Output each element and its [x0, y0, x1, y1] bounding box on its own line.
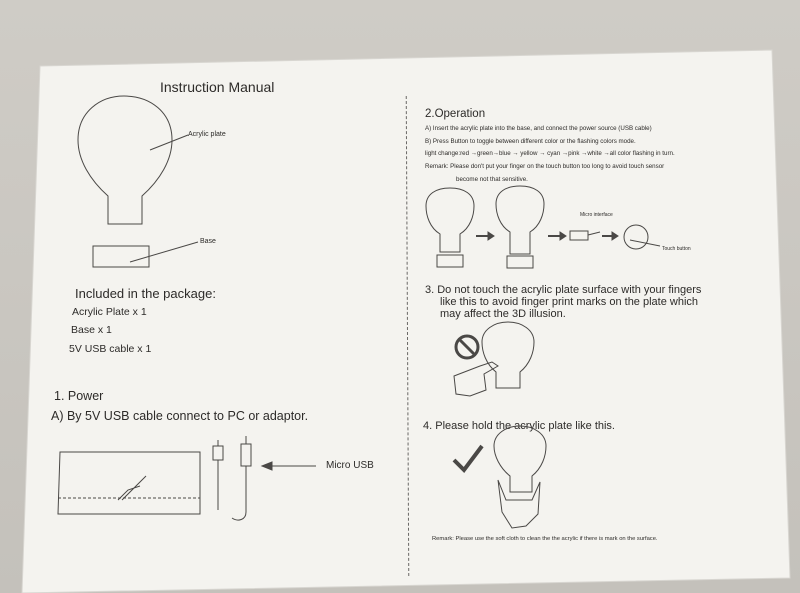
- operation-line: light change:red →green→blue → yellow → cyan →pink →white →all color flashing in turn.: [425, 150, 675, 157]
- acrylic-bulb-illustration: [78, 96, 198, 267]
- acrylic-plate-label: Acrylic plate: [188, 131, 226, 138]
- no-touch-illustration: [454, 322, 534, 396]
- step3-line: like this to avoid finger print marks on the plate which: [440, 296, 699, 308]
- step3-line: 3. Do not touch the acrylic plate surface with your fingers: [425, 284, 702, 296]
- step3-line: may affect the 3D illusion.: [440, 308, 566, 320]
- step4-text: 4. Please hold the acrylic plate like this.: [423, 420, 615, 432]
- bottom-remark: Remark: Please use the soft cloth to clean the the acrylic if there is mark on the surface.: [432, 536, 658, 542]
- power-heading: 1. Power: [54, 389, 104, 403]
- operation-line: become not that sensitive.: [456, 176, 528, 183]
- package-item: 5V USB cable x 1: [69, 343, 152, 355]
- touch-button-label: Touch button: [662, 246, 691, 252]
- operation-line: B) Press Button to toggle between different color or the flashing colors mode.: [425, 138, 636, 145]
- operation-illustration: [426, 186, 660, 268]
- hold-plate-illustration: [454, 426, 546, 528]
- operation-line: Remark: Please don't put your finger on the touch button too long to avoid touch sensor: [425, 163, 665, 170]
- power-text: A) By 5V USB cable connect to PC or adaptor.: [51, 409, 309, 423]
- package-item: Acrylic Plate x 1: [72, 306, 147, 318]
- package-item: Base x 1: [71, 324, 112, 336]
- micro-interface-label: Micro interface: [580, 212, 613, 218]
- manual-title: Instruction Manual: [160, 79, 275, 95]
- base-label: Base: [200, 238, 216, 245]
- package-heading: Included in the package:: [75, 286, 216, 301]
- operation-line: A) Insert the acrylic plate into the base, and connect the power source (USB cable): [425, 125, 652, 132]
- micro-usb-label: Micro USB: [326, 460, 374, 471]
- operation-heading: 2.Operation: [425, 108, 486, 120]
- usb-base-illustration: [58, 436, 316, 520]
